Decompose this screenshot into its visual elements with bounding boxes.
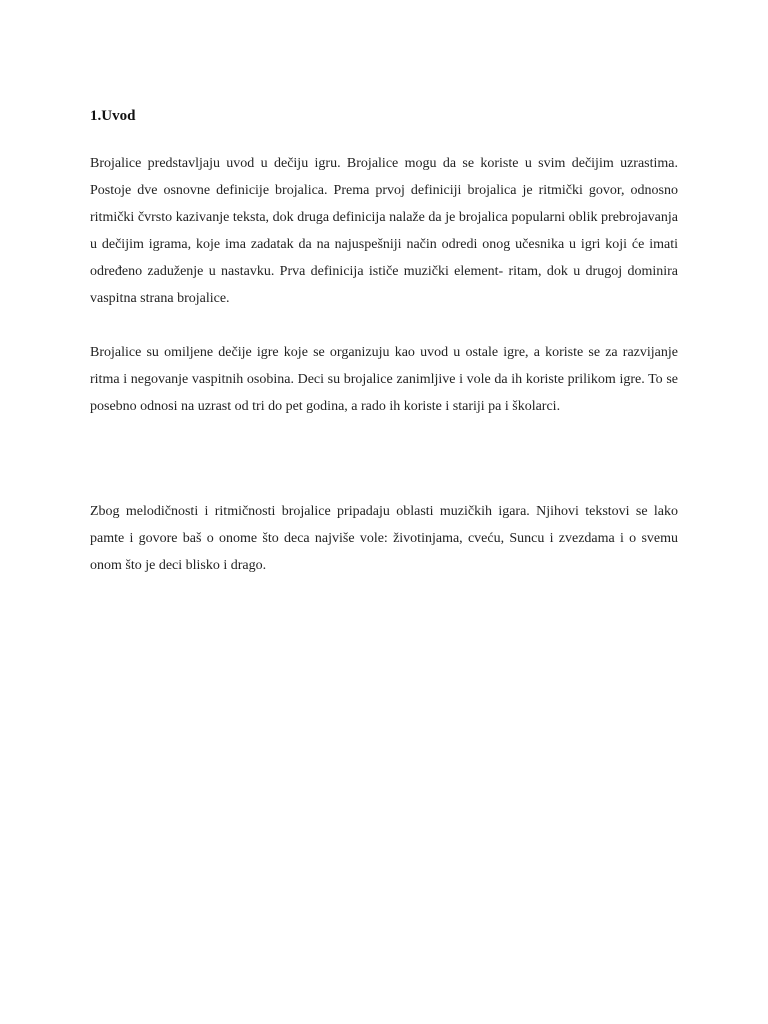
paragraph-2: Brojalice su omiljene dečije igre koje se organizuju kao uvod u ostale igre, a koriste se za razvijanje ritma i negovanje vaspitnih osobina. Deci su brojalice zanimljive i vole da ih koriste prilikom igre. To se posebno odnosi na uzrast od tri do pet godina, a rado ih koriste i stariji pa i školarci. bbox=[90, 345, 678, 414]
paragraph-1: Brojalice predstavljaju uvod u dečiju igru. Brojalice mogu da se koriste u svim dečijim uzrastima. Postoje dve osnovne definicije brojalica. Prema prvoj definiciji brojalica je ritmički govor, odnosno ritmički čvrsto kazivanje teksta, dok druga definicija nalaže da je brojalica popularni oblik prebrojavanja u dečijim igrama, koje ima zadatak da na najuspešniji način odredi onog učesnika u igri koji će imati određeno zaduženje u nastavku. Prva definicija ističe muzički element- ritam, dok u drugoj dominira vaspitna strana brojalice. bbox=[90, 156, 678, 306]
paragraph-3: Zbog melodičnosti i ritmičnosti brojalice pripadaju oblasti muzičkih igara. Njihovi tekstovi se lako pamte i govore baš o onome što deca najviše vole: životinjama, cveću, Suncu i zvezdama i o svemu onom što je deci blisko i drago. bbox=[90, 504, 678, 573]
section-heading: 1.Uvod bbox=[90, 108, 136, 124]
